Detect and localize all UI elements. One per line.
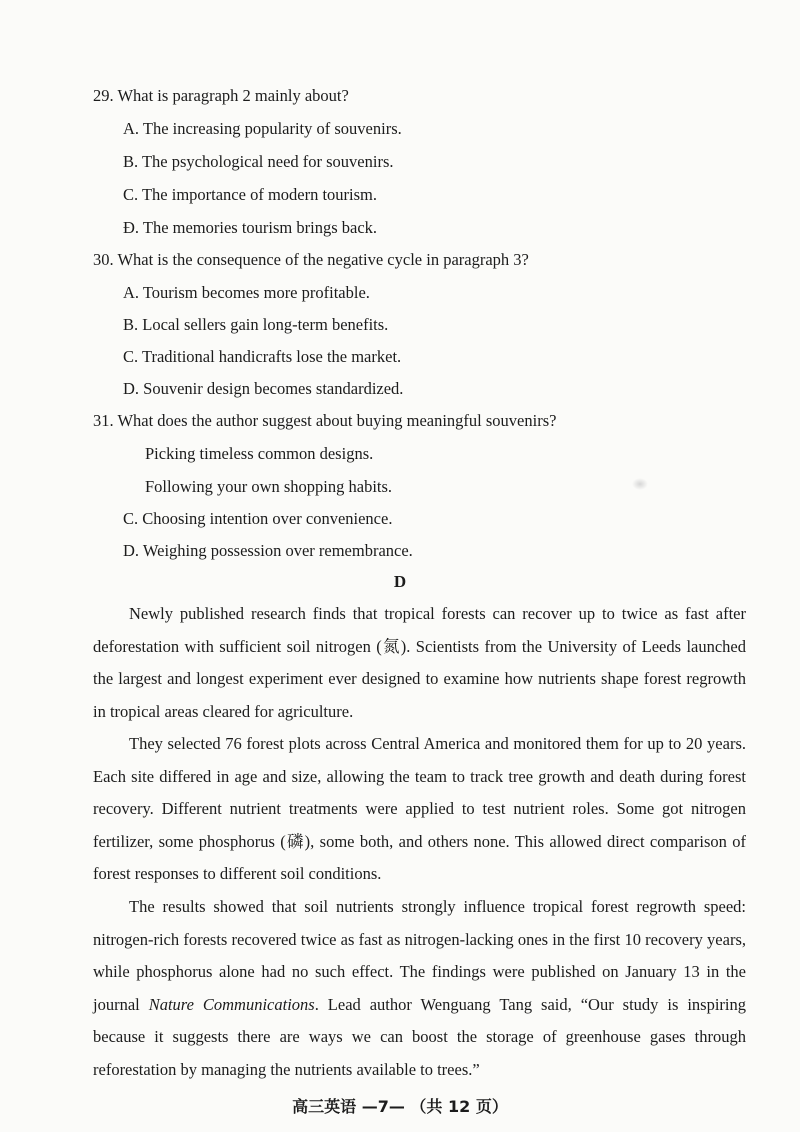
page-footer: 高三英语 —7— （共 12 页） [292,1097,508,1116]
question-30-option-d: D. Souvenir design becomes standardized. [123,379,404,398]
question-31-option-c: C. Choosing intention over convenience. [123,509,393,528]
question-29-option-d: Đ. The memories tourism brings back. [123,218,378,237]
question-29-option-a: A. The increasing popularity of souvenirs. [123,119,402,138]
question-30-option-b: B. Local sellers gain long-term benefits. [123,315,389,334]
paragraph-3-text-start: The results showed that soil nutrients strongly influence tropical forest regrowth speed: nitrogen-rich forests recovered twice as fast as nitrogen-lacking ones in the first 10 recovery years, while phosphorus alone had no such effect. The findings were published on January 13 in the journal [93,897,746,1014]
question-30-stem: 30. What is the consequence of the negative cycle in paragraph 3? [93,250,529,269]
question-29-stem: 29. What is paragraph 2 mainly about? [93,86,349,105]
question-29-option-c: C. The importance of modern tourism. [123,185,378,204]
question-29-option-b: B. The psychological need for souvenirs. [123,152,394,171]
passage-paragraph-2: They selected 76 forest plots across Central America and monitored them for up to 20 years. Each site differed in age and size, allowing the team to track tree growth and death during forest recovery. Different nutrient treatments were applied to test nutrient roles. Some got nitrogen fertilizer, some phosphorus (磷), some both, and others none. This allowed direct comparison of forest responses to different soil conditions. [93,734,746,884]
question-31-option-a: Picking timeless common designs. [145,444,374,463]
question-31-option-b: Following your own shopping habits. [145,477,393,496]
scan-smudge [632,478,648,490]
question-30-option-a: A. Tourism becomes more profitable. [123,283,370,302]
question-31-stem: 31. What does the author suggest about buying meaningful souvenirs? [93,411,557,430]
section-title: D [393,572,407,591]
question-30-option-c: C. Traditional handicrafts lose the market. [123,347,402,366]
question-31-option-d: D. Weighing possession over remembrance. [123,541,413,560]
passage-paragraph-3 [93,891,746,1087]
journal-name: Nature Communications [148,994,315,1014]
paragraph-3-text-end: . Lead author Wenguang Tang said, “Our study is inspiring because it suggests there are ways we can boost the storage of greenhouse gases through reforestation by managing the nutrients available to trees.” [93,994,746,1079]
passage-paragraph-1: Newly published research finds that tropical forests can recover up to twice as fast after deforestation with sufficient soil nitrogen (氮). Scientists from the University of Leeds launched the largest and longest experiment ever designed to examine how nutrients shape forest regrowth in tropical areas cleared for agriculture. [93,604,746,721]
